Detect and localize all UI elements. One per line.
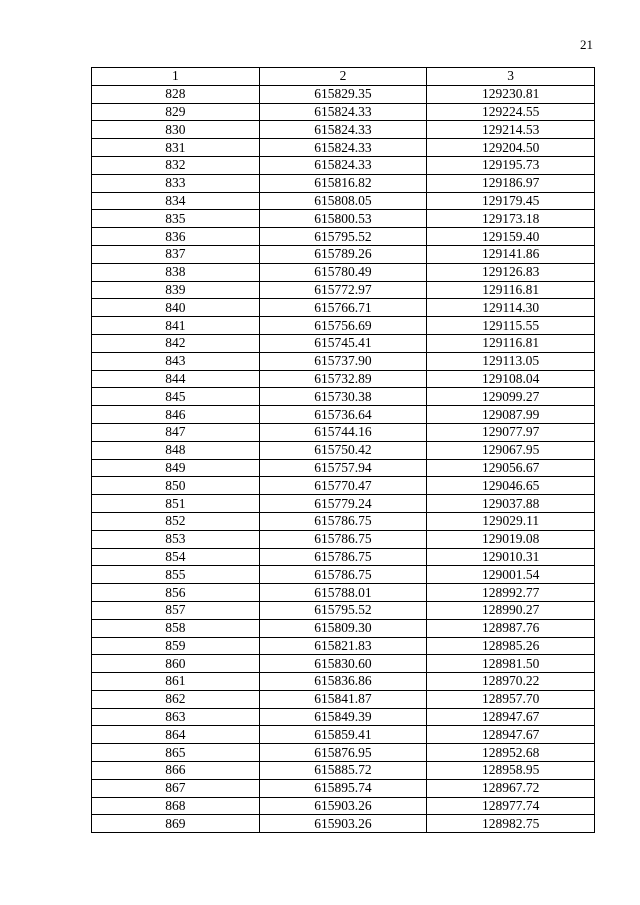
table-cell: 858 bbox=[92, 619, 260, 637]
table-cell: 128957.70 bbox=[427, 690, 595, 708]
table-cell: 128977.74 bbox=[427, 797, 595, 815]
table-cell: 615821.83 bbox=[259, 637, 427, 655]
table-row bbox=[92, 103, 595, 121]
table-cell: 615750.42 bbox=[259, 441, 427, 459]
table-cell: 615732.89 bbox=[259, 370, 427, 388]
table-cell: 128987.76 bbox=[427, 619, 595, 637]
table-cell: 866 bbox=[92, 762, 260, 780]
table-cell: 615895.74 bbox=[259, 779, 427, 797]
table-cell: 840 bbox=[92, 299, 260, 317]
table-cell: 615903.26 bbox=[259, 797, 427, 815]
table-cell: 833 bbox=[92, 174, 260, 192]
table-cell: 615737.90 bbox=[259, 352, 427, 370]
table-cell: 128947.67 bbox=[427, 708, 595, 726]
table-cell: 615779.24 bbox=[259, 495, 427, 513]
table-cell: 845 bbox=[92, 388, 260, 406]
table-cell: 615757.94 bbox=[259, 459, 427, 477]
table-cell: 867 bbox=[92, 779, 260, 797]
table-cell: 868 bbox=[92, 797, 260, 815]
table-cell: 841 bbox=[92, 317, 260, 335]
table-cell: 615745.41 bbox=[259, 334, 427, 352]
table-row bbox=[92, 370, 595, 388]
table-cell: 830 bbox=[92, 121, 260, 139]
table-cell: 129114.30 bbox=[427, 299, 595, 317]
page-number: 21 bbox=[580, 37, 593, 52]
table-cell: 129159.40 bbox=[427, 228, 595, 246]
column-header: 2 bbox=[259, 68, 427, 86]
table-row bbox=[92, 441, 595, 459]
table-row bbox=[92, 192, 595, 210]
table-row bbox=[92, 619, 595, 637]
table-cell: 859 bbox=[92, 637, 260, 655]
table-cell: 828 bbox=[92, 85, 260, 103]
table-cell: 846 bbox=[92, 406, 260, 424]
table-cell: 129116.81 bbox=[427, 281, 595, 299]
table-cell: 831 bbox=[92, 139, 260, 157]
table-cell: 129141.86 bbox=[427, 245, 595, 263]
table-cell: 129077.97 bbox=[427, 423, 595, 441]
table-cell: 128990.27 bbox=[427, 601, 595, 619]
table-cell: 615736.64 bbox=[259, 406, 427, 424]
table-cell: 615830.60 bbox=[259, 655, 427, 673]
table-row bbox=[92, 388, 595, 406]
table-cell: 615770.47 bbox=[259, 477, 427, 495]
table-cell: 843 bbox=[92, 352, 260, 370]
table-row bbox=[92, 477, 595, 495]
table-cell: 128958.95 bbox=[427, 762, 595, 780]
table-cell: 615786.75 bbox=[259, 566, 427, 584]
table-cell: 128982.75 bbox=[427, 815, 595, 833]
table-cell: 842 bbox=[92, 334, 260, 352]
table-cell: 615766.71 bbox=[259, 299, 427, 317]
table-cell: 129099.27 bbox=[427, 388, 595, 406]
table-cell: 861 bbox=[92, 673, 260, 691]
table-cell: 615795.52 bbox=[259, 601, 427, 619]
table-row bbox=[92, 637, 595, 655]
table-cell: 615786.75 bbox=[259, 530, 427, 548]
table-row bbox=[92, 566, 595, 584]
table-cell: 853 bbox=[92, 530, 260, 548]
table-row bbox=[92, 228, 595, 246]
table-cell: 865 bbox=[92, 744, 260, 762]
table-cell: 128970.22 bbox=[427, 673, 595, 691]
table-cell: 856 bbox=[92, 584, 260, 602]
table-cell: 615824.33 bbox=[259, 156, 427, 174]
table-cell: 851 bbox=[92, 495, 260, 513]
table-cell: 128992.77 bbox=[427, 584, 595, 602]
table-cell: 615829.35 bbox=[259, 85, 427, 103]
table-cell: 129019.08 bbox=[427, 530, 595, 548]
table-cell: 615876.95 bbox=[259, 744, 427, 762]
table-row bbox=[92, 139, 595, 157]
table-cell: 869 bbox=[92, 815, 260, 833]
table-cell: 836 bbox=[92, 228, 260, 246]
table-cell: 615816.82 bbox=[259, 174, 427, 192]
table-row bbox=[92, 495, 595, 513]
table-cell: 129186.97 bbox=[427, 174, 595, 192]
table-row bbox=[92, 281, 595, 299]
table-cell: 129010.31 bbox=[427, 548, 595, 566]
table-cell: 129204.50 bbox=[427, 139, 595, 157]
table-row bbox=[92, 459, 595, 477]
table-cell: 862 bbox=[92, 690, 260, 708]
table-row bbox=[92, 797, 595, 815]
table-cell: 615795.52 bbox=[259, 228, 427, 246]
table-cell: 128952.68 bbox=[427, 744, 595, 762]
table-row bbox=[92, 815, 595, 833]
table-row bbox=[92, 548, 595, 566]
table-row bbox=[92, 601, 595, 619]
table-cell: 128985.26 bbox=[427, 637, 595, 655]
table-cell: 832 bbox=[92, 156, 260, 174]
table-cell: 128947.67 bbox=[427, 726, 595, 744]
table-row bbox=[92, 530, 595, 548]
table-cell: 615780.49 bbox=[259, 263, 427, 281]
table-row bbox=[92, 584, 595, 602]
table-cell: 129126.83 bbox=[427, 263, 595, 281]
table-cell: 129056.67 bbox=[427, 459, 595, 477]
table-cell: 848 bbox=[92, 441, 260, 459]
table-cell: 855 bbox=[92, 566, 260, 584]
table-cell: 829 bbox=[92, 103, 260, 121]
table-cell: 129224.55 bbox=[427, 103, 595, 121]
table-cell: 615786.75 bbox=[259, 548, 427, 566]
table-cell: 615786.75 bbox=[259, 512, 427, 530]
table-row bbox=[92, 210, 595, 228]
table-cell: 864 bbox=[92, 726, 260, 744]
table-row bbox=[92, 245, 595, 263]
table-cell: 129067.95 bbox=[427, 441, 595, 459]
table-row bbox=[92, 406, 595, 424]
table-row bbox=[92, 334, 595, 352]
table-cell: 129108.04 bbox=[427, 370, 595, 388]
table-cell: 129087.99 bbox=[427, 406, 595, 424]
table-row bbox=[92, 744, 595, 762]
table-cell: 615824.33 bbox=[259, 139, 427, 157]
table-cell: 844 bbox=[92, 370, 260, 388]
table-cell: 860 bbox=[92, 655, 260, 673]
table-row bbox=[92, 174, 595, 192]
table-row bbox=[92, 762, 595, 780]
table-cell: 854 bbox=[92, 548, 260, 566]
table-row bbox=[92, 121, 595, 139]
table-cell: 129173.18 bbox=[427, 210, 595, 228]
table-cell: 615824.33 bbox=[259, 121, 427, 139]
table-row bbox=[92, 352, 595, 370]
table-cell: 128967.72 bbox=[427, 779, 595, 797]
table-cell: 615789.26 bbox=[259, 245, 427, 263]
table-cell: 129179.45 bbox=[427, 192, 595, 210]
table-cell: 129115.55 bbox=[427, 317, 595, 335]
table-cell: 129195.73 bbox=[427, 156, 595, 174]
table-cell: 615824.33 bbox=[259, 103, 427, 121]
table-row bbox=[92, 512, 595, 530]
table-cell: 857 bbox=[92, 601, 260, 619]
table-cell: 850 bbox=[92, 477, 260, 495]
table-row bbox=[92, 85, 595, 103]
table-cell: 129116.81 bbox=[427, 334, 595, 352]
table-row bbox=[92, 423, 595, 441]
table-cell: 615903.26 bbox=[259, 815, 427, 833]
table-cell: 129037.88 bbox=[427, 495, 595, 513]
table-row bbox=[92, 690, 595, 708]
table-cell: 834 bbox=[92, 192, 260, 210]
table-cell: 839 bbox=[92, 281, 260, 299]
table-cell: 837 bbox=[92, 245, 260, 263]
table-row bbox=[92, 317, 595, 335]
table-cell: 615885.72 bbox=[259, 762, 427, 780]
table-row bbox=[92, 726, 595, 744]
table-cell: 129230.81 bbox=[427, 85, 595, 103]
table-cell: 615849.39 bbox=[259, 708, 427, 726]
table-cell: 615730.38 bbox=[259, 388, 427, 406]
table-cell: 615859.41 bbox=[259, 726, 427, 744]
table-cell: 615800.53 bbox=[259, 210, 427, 228]
table-cell: 128981.50 bbox=[427, 655, 595, 673]
table-cell: 129113.05 bbox=[427, 352, 595, 370]
table-cell: 863 bbox=[92, 708, 260, 726]
table-cell: 129029.11 bbox=[427, 512, 595, 530]
table-cell: 129001.54 bbox=[427, 566, 595, 584]
table-cell: 849 bbox=[92, 459, 260, 477]
table-cell: 615772.97 bbox=[259, 281, 427, 299]
table-cell: 615809.30 bbox=[259, 619, 427, 637]
table-cell: 615744.16 bbox=[259, 423, 427, 441]
table-cell: 615808.05 bbox=[259, 192, 427, 210]
table-cell: 129046.65 bbox=[427, 477, 595, 495]
table-cell: 835 bbox=[92, 210, 260, 228]
table-row bbox=[92, 655, 595, 673]
table-row bbox=[92, 673, 595, 691]
table-row bbox=[92, 156, 595, 174]
table-row bbox=[92, 708, 595, 726]
table-cell: 615841.87 bbox=[259, 690, 427, 708]
table-header-row bbox=[92, 68, 595, 86]
table-cell: 838 bbox=[92, 263, 260, 281]
table-row bbox=[92, 299, 595, 317]
table-row bbox=[92, 263, 595, 281]
coordinates-table bbox=[91, 67, 595, 833]
table-cell: 847 bbox=[92, 423, 260, 441]
column-header: 1 bbox=[92, 68, 260, 86]
table-cell: 852 bbox=[92, 512, 260, 530]
column-header: 3 bbox=[427, 68, 595, 86]
table-cell: 615836.86 bbox=[259, 673, 427, 691]
table-cell: 615788.01 bbox=[259, 584, 427, 602]
table-cell: 129214.53 bbox=[427, 121, 595, 139]
table-cell: 615756.69 bbox=[259, 317, 427, 335]
table-row bbox=[92, 779, 595, 797]
